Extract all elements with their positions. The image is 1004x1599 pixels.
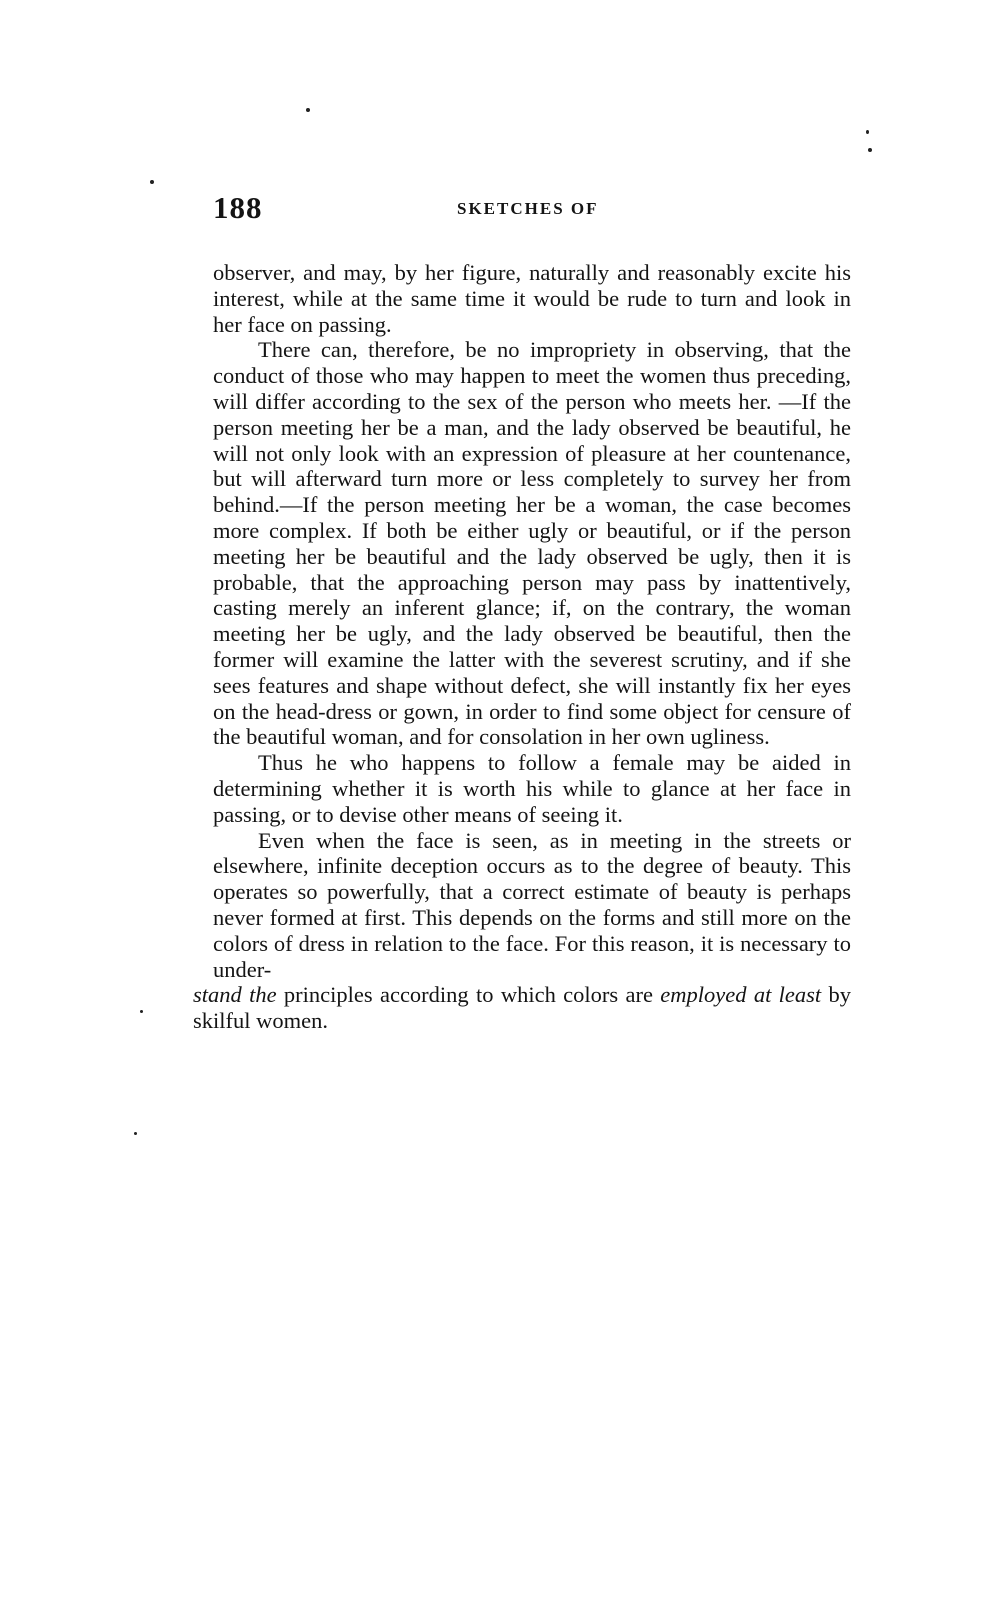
page-number: 188 (213, 190, 263, 225)
paragraph: There can, therefore, be no impropriety in observing, that the conduct of those who may happen to meet the women thus preceding, will differ according to the sex of the person who meets her. —If the person meeting her be a man, and the lady observed be beautiful, he will not only look with an expression of pleasure at her countenance, but will afterward turn more or less completely to survey her from behind.—If the person meeting her be a woman, the case becomes more complex. If both be either ugly or beautiful, or if the person meeting her be beautiful and the lady observed be ugly, then it is probable, that the approaching person may pass by inattentively, casting merely an inferent glance; if, on the contrary, the woman meeting her be ugly, and the lady observed be beautiful, then the former will examine the latter with the severest scrutiny, and if she sees features and shape without defect, she will instantly fix her eyes on the head-dress or gown, in order to find some object for censure of the beautiful woman, and for consolation in her own ugliness. (213, 337, 851, 750)
text-run: by skilful women. (193, 982, 851, 1034)
italic-phrase: stand the (193, 982, 277, 1008)
running-title: SKETCHES OF (457, 199, 599, 218)
scan-speck (140, 1010, 143, 1013)
paragraph: Thus he who happens to follow a female may be aided in determining whether it is worth his while to glance at her face in passing, or to devise other means of seeing it. (213, 750, 851, 827)
italic-phrase: employed at least (660, 982, 822, 1008)
scan-speck (150, 180, 154, 184)
paragraph-continued: observer, and may, by her figure, naturally and reasonably excite his interest, while at the same time it would be rude to turn and look in her face on passing. (213, 260, 851, 337)
scan-speck (306, 108, 310, 112)
running-head (213, 190, 853, 230)
body-text (193, 260, 851, 1034)
scan-speck (866, 130, 869, 134)
scan-speck (134, 1132, 137, 1135)
scan-speck (868, 148, 872, 152)
paragraph: Even when the face is seen, as in meeting in the streets or elsewhere, infinite deception occurs as to the degree of beauty. This operates so powerfully, that a correct estimate of beauty is perhaps never formed at first. This depends on the forms and still more on the colors of dress in relation to the face. For this reason, it is necessary to under- (213, 827, 851, 982)
text-run: principles according to which colors are (276, 982, 661, 1008)
paragraph-final-line (193, 982, 851, 1034)
